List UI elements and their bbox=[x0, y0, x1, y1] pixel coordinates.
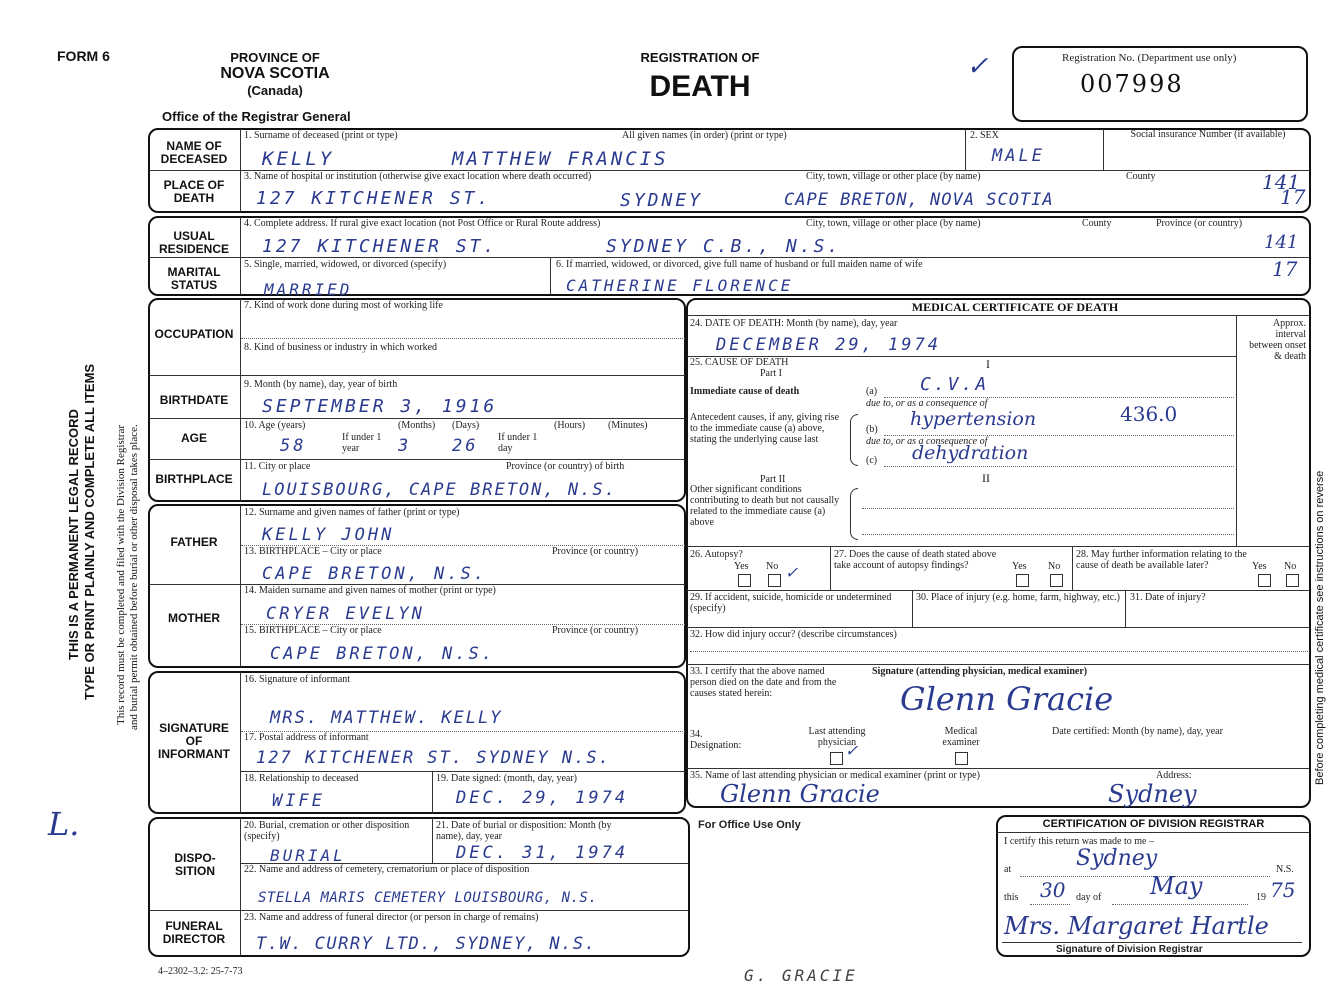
prompt-other-conditions: Other significant conditions contributing to death but not causally related to the immediate cause (a) above bbox=[690, 484, 840, 528]
prompt-city-residence: City, town, village or other place (by name) bbox=[806, 218, 981, 229]
prompt-due-to-1: due to, or as a consequence of bbox=[866, 398, 988, 409]
findings-no-checkbox[interactable] bbox=[1050, 574, 1063, 587]
prompt-father-province: Province (or country) bbox=[552, 546, 639, 557]
side-text-burial-permit: and burial permit obtained before burial or other disposal takes place. bbox=[128, 424, 140, 730]
prompt-cemetery: 22. Name and address of cemetery, crematorium or place of disposition bbox=[244, 864, 530, 875]
value-funeral-director: T.W. CURRY LTD., SYDNEY, N.S. bbox=[256, 934, 597, 954]
value-code-4: 17 bbox=[1272, 257, 1298, 281]
registrar-signature-label: Signature of Division Registrar bbox=[1056, 944, 1203, 955]
prompt-designation: 34. Designation: bbox=[690, 729, 742, 751]
label-birthdate: BIRTHDATE bbox=[159, 393, 229, 407]
further-yes: Yes bbox=[1252, 561, 1267, 572]
prompt-county-death: County bbox=[1126, 171, 1156, 182]
margin-mark: L. bbox=[48, 805, 80, 843]
office-use-only: For Office Use Only bbox=[698, 819, 801, 831]
label-mother: MOTHER bbox=[168, 611, 220, 625]
autopsy-no-checkbox[interactable] bbox=[768, 574, 781, 587]
value-cause-a: C.V.A bbox=[920, 374, 990, 395]
registrar-year-prefix: 19 bbox=[1256, 892, 1266, 903]
registrar-at: at bbox=[1004, 864, 1012, 875]
prompt-mother-name: 14. Maiden surname and given names of mother (print or type) bbox=[244, 585, 496, 596]
value-marital: MARRIED bbox=[264, 280, 353, 299]
prompt-accident: 29. If accident, suicide, homicide or undetermined (specify) bbox=[690, 592, 892, 614]
autopsy-yes: Yes bbox=[734, 561, 749, 572]
side-text-instructions: Before completing medical certificate see instructions on reverse bbox=[1314, 470, 1326, 785]
prompt-father-birthplace: 13. BIRTHPLACE – City or place bbox=[244, 546, 382, 557]
value-physician-name: Glenn Gracie bbox=[720, 780, 880, 808]
label-funeral-director: FUNERAL DIRECTOR bbox=[162, 919, 226, 946]
value-given-names: MATTHEW FRANCIS bbox=[452, 148, 669, 170]
label-a: (a) bbox=[866, 386, 878, 397]
prompt-age-years: 10. Age (years) bbox=[244, 420, 306, 431]
form-number: FORM 6 bbox=[57, 48, 110, 64]
value-place-county: CAPE BRETON, NOVA SCOTIA bbox=[784, 190, 1054, 210]
value-registrar-year: 75 bbox=[1270, 878, 1296, 902]
prompt-given-names: All given names (in order) (print or type) bbox=[622, 130, 787, 141]
check-mark-icon: ✓ bbox=[968, 48, 990, 83]
form-title: DEATH bbox=[649, 70, 751, 103]
value-age-months: 3 bbox=[398, 436, 412, 456]
findings-yes-checkbox[interactable] bbox=[1016, 574, 1029, 587]
label-b: (b) bbox=[866, 424, 878, 435]
prompt-further-info: 28. May further information relating to the cause of death be available later? bbox=[1076, 549, 1247, 571]
prompt-informant-address: 17. Postal address of informant bbox=[244, 732, 369, 743]
prompt-mother-birthplace: 15. BIRTHPLACE – City or place bbox=[244, 625, 382, 636]
registration-number: 007998 bbox=[1080, 70, 1184, 98]
prompt-date-signed: 19. Date signed: (month, day, year) bbox=[436, 773, 577, 784]
prompt-physician-address: Address: bbox=[1156, 770, 1192, 781]
prompt-relationship: 18. Relationship to deceased bbox=[244, 773, 359, 784]
value-cause-c: dehydration bbox=[912, 442, 1029, 464]
prompt-hospital: 3. Name of hospital or institution (otherwise give exact location where death occurred) bbox=[244, 171, 592, 182]
country-name: (Canada) bbox=[247, 83, 303, 98]
prompt-province-residence: Province (or country) bbox=[1156, 218, 1243, 229]
prompt-signature-informant: 16. Signature of informant bbox=[244, 674, 351, 685]
value-age-days: 26 bbox=[452, 436, 479, 456]
prompt-date-of-injury: 31. Date of injury? bbox=[1130, 592, 1206, 603]
prompt-birth-city: 11. City or place bbox=[244, 461, 311, 472]
prompt-sin: Social insurance Number (if available) bbox=[1130, 129, 1286, 140]
prompt-mother-province: Province (or country) bbox=[552, 625, 639, 636]
prompt-last-attending: Last attending physician bbox=[808, 726, 866, 748]
prompt-age-months: (Months) bbox=[398, 420, 436, 431]
value-mother-birthplace: CAPE BRETON, N.S. bbox=[270, 644, 495, 664]
roman-one: I bbox=[986, 357, 990, 371]
value-registrar-month: May bbox=[1150, 872, 1203, 900]
prompt-how-injury: 32. How did injury occur? (describe circumstances) bbox=[690, 629, 897, 640]
autopsy-no: No bbox=[766, 561, 779, 572]
value-cemetery: STELLA MARIS CEMETERY LOUISBOURG, N.S. bbox=[258, 890, 598, 906]
value-code-b: 436.0 bbox=[1120, 402, 1178, 426]
value-informant-address: 127 KITCHENER ST. SYDNEY N.S. bbox=[256, 748, 611, 768]
prompt-kind-of-work: 7. Kind of work done during most of working life bbox=[244, 300, 443, 311]
prompt-age-minutes: (Minutes) bbox=[608, 420, 648, 431]
prompt-physician-signature: Signature (attending physician, medical examiner) bbox=[872, 666, 1088, 677]
prompt-marital: 5. Single, married, widowed, or divorced (specify) bbox=[244, 259, 447, 270]
brace-antecedent bbox=[850, 414, 858, 466]
prompt-birth-date: 9. Month (by name), day, year of birth bbox=[244, 379, 398, 390]
prompt-age-hours: (Hours) bbox=[554, 420, 586, 431]
part-two: Part II bbox=[760, 474, 786, 485]
prompt-business: 8. Kind of business or industry in which worked bbox=[244, 342, 438, 353]
value-relationship: WIFE bbox=[272, 791, 325, 811]
value-spouse: CATHERINE FLORENCE bbox=[566, 276, 794, 295]
registration-number-box bbox=[1012, 46, 1308, 122]
autopsy-yes-checkbox[interactable] bbox=[738, 574, 751, 587]
value-date-of-death: DECEMBER 29, 1974 bbox=[716, 335, 941, 355]
prompt-age-days: (Days) bbox=[452, 420, 480, 431]
value-code-2: 17 bbox=[1280, 185, 1306, 209]
side-text-type-print: TYPE OR PRINT PLAINLY AND COMPLETE ALL ITEMS bbox=[82, 363, 97, 700]
prompt-approx-interval: Approx. interval between onset & death bbox=[1249, 318, 1306, 362]
bottom-note: G. GRACIE bbox=[744, 966, 858, 985]
label-marital-status: MARITAL STATUS bbox=[167, 265, 221, 292]
prompt-cause-of-death: 25. CAUSE OF DEATH bbox=[690, 357, 789, 368]
side-text-filing: This record must be completed and filed with the Division Registrar bbox=[115, 425, 127, 725]
prompt-immediate-cause: Immediate cause of death bbox=[690, 386, 800, 397]
label-birthplace: BIRTHPLACE bbox=[155, 472, 233, 486]
label-signature-informant: SIGNATURE OF INFORMANT bbox=[158, 721, 230, 761]
prompt-sex: 2. SEX bbox=[970, 130, 999, 141]
prompt-spouse: 6. If married, widowed, or divorced, give full name of husband or full maiden name of wife bbox=[556, 259, 923, 270]
autopsy-check-mark: ✓ bbox=[786, 562, 800, 583]
prompt-father-name: 12. Surname and given names of father (print or type) bbox=[244, 507, 460, 518]
medical-title: MEDICAL CERTIFICATE OF DEATH bbox=[911, 300, 1119, 314]
brace-other bbox=[850, 488, 858, 540]
further-no: No bbox=[1284, 561, 1297, 572]
value-sex: MALE bbox=[992, 146, 1045, 166]
roman-two: II bbox=[982, 471, 990, 485]
value-age-years: 58 bbox=[280, 436, 307, 456]
prompt-antecedent: Antecedent causes, if any, giving rise to the immediate cause (a) above, stating the underlying cause last bbox=[690, 412, 840, 445]
prompt-place-of-injury: 30. Place of injury (e.g. home, farm, highway, etc.) bbox=[916, 592, 1121, 603]
value-physician-address: Sydney bbox=[1108, 780, 1197, 808]
prompt-funeral-director: 23. Name and address of funeral director (or person in charge of remains) bbox=[244, 912, 539, 923]
further-yes-checkbox[interactable] bbox=[1258, 574, 1271, 587]
label-name-of-deceased: NAME OF DECEASED bbox=[160, 139, 228, 166]
prompt-under-day: If under 1 day bbox=[498, 432, 538, 454]
value-father-birthplace: CAPE BRETON, N.S. bbox=[262, 564, 487, 584]
value-code-3: 141 bbox=[1264, 232, 1299, 253]
registrar-ns: N.S. bbox=[1276, 864, 1294, 875]
prompt-physician-name: 35. Name of last attending physician or medical examiner (print or type) bbox=[690, 770, 980, 781]
findings-yes: Yes bbox=[1012, 561, 1027, 572]
province-line: PROVINCE OF bbox=[230, 50, 320, 65]
label-father: FATHER bbox=[170, 535, 218, 549]
value-cause-b: hypertension bbox=[910, 408, 1037, 430]
designation-check-mark: ✓ bbox=[846, 740, 860, 761]
prompt-address: 4. Complete address. If rural give exact location (not Post Office or Rural Route address) bbox=[244, 218, 601, 229]
prompt-surname: 1. Surname of deceased (print or type) bbox=[244, 130, 398, 141]
prompt-birth-province: Province (or country) of birth bbox=[506, 461, 625, 472]
value-mother: CRYER EVELYN bbox=[266, 604, 425, 624]
label-usual-residence: USUAL RESIDENCE bbox=[158, 229, 229, 256]
value-birthplace: LOUISBOURG, CAPE BRETON, N.S. bbox=[262, 480, 617, 500]
prompt-under-year: If under 1 year bbox=[342, 432, 382, 454]
further-no-checkbox[interactable] bbox=[1286, 574, 1299, 587]
value-informant: MRS. MATTHEW. KELLY bbox=[270, 708, 503, 728]
side-text-permanent: THIS IS A PERMANENT LEGAL RECORD bbox=[66, 409, 81, 660]
part-one: Part I bbox=[760, 368, 782, 379]
province-header bbox=[190, 50, 360, 98]
value-surname: KELLY bbox=[262, 148, 335, 170]
label-disposition: DISPO- SITION bbox=[174, 851, 216, 878]
value-usual-city: SYDNEY C.B., N.S. bbox=[606, 236, 842, 257]
registrar-this: this bbox=[1004, 892, 1019, 903]
prompt-autopsy-findings: 27. Does the cause of death stated above take account of autopsy findings? bbox=[834, 549, 997, 571]
value-burial: BURIAL bbox=[270, 846, 346, 865]
value-usual-address: 127 KITCHENER ST. bbox=[262, 236, 498, 257]
prompt-county-residence: County bbox=[1082, 218, 1112, 229]
province-name: NOVA SCOTIA bbox=[220, 65, 330, 82]
value-registrar-signature: Mrs. Margaret Hartle bbox=[1004, 912, 1269, 940]
value-father: KELLY JOHN bbox=[262, 525, 395, 545]
prompt-certify-physician: 33. I certify that the above named person died on the date and from the causes stated herein: bbox=[690, 666, 837, 699]
prompt-date-of-death: 24. DATE OF DEATH: Month (by name), day, year bbox=[690, 318, 898, 329]
prompt-due-to-2: due to, or as a consequence of bbox=[866, 436, 988, 447]
prompt-burial: 20. Burial, cremation or other disposition (specify) bbox=[244, 820, 410, 842]
label-c: (c) bbox=[866, 455, 878, 466]
label-age: AGE bbox=[180, 431, 207, 445]
value-physician-signature: Glenn Gracie bbox=[900, 680, 1114, 718]
value-birthdate: SEPTEMBER 3, 1916 bbox=[262, 396, 498, 417]
value-code-1: 141 bbox=[1262, 170, 1301, 194]
value-burial-date: DEC. 31, 1974 bbox=[456, 843, 629, 863]
form-code: 4–2302–3.2: 25-7-73 bbox=[158, 966, 243, 977]
registration-label: Registration No. (Department use only) bbox=[1062, 52, 1237, 64]
prompt-autopsy: 26. Autopsy? bbox=[690, 549, 743, 560]
value-place-city: SYDNEY bbox=[620, 190, 704, 211]
prompt-medical-examiner: Medical examiner bbox=[942, 726, 980, 748]
medical-examiner-checkbox[interactable] bbox=[955, 752, 968, 765]
findings-no: No bbox=[1048, 561, 1061, 572]
prompt-burial-date: 21. Date of burial or disposition: Month (by name), day, year bbox=[436, 820, 612, 842]
prompt-city-death: City, town, village or other place (by name) bbox=[806, 171, 981, 182]
prompt-date-certified: Date certified: Month (by name), day, year bbox=[1052, 726, 1223, 737]
value-date-signed: DEC. 29, 1974 bbox=[456, 788, 629, 808]
registration-of: REGISTRATION OF bbox=[640, 50, 760, 65]
registrar-title: CERTIFICATION OF DIVISION REGISTRAR bbox=[1042, 818, 1265, 830]
value-registrar-day: 30 bbox=[1040, 878, 1066, 902]
label-place-of-death: PLACE OF DEATH bbox=[163, 178, 225, 205]
registrar-certify: I certify this return was made to me – bbox=[1004, 836, 1154, 847]
last-attending-checkbox[interactable] bbox=[830, 752, 843, 765]
registrar-office: Office of the Registrar General bbox=[162, 109, 351, 124]
registrar-day-of: day of bbox=[1076, 892, 1102, 903]
value-registrar-at: Sydney bbox=[1076, 846, 1158, 871]
label-occupation: OCCUPATION bbox=[154, 327, 234, 341]
value-place: 127 KITCHENER ST. bbox=[256, 188, 492, 209]
